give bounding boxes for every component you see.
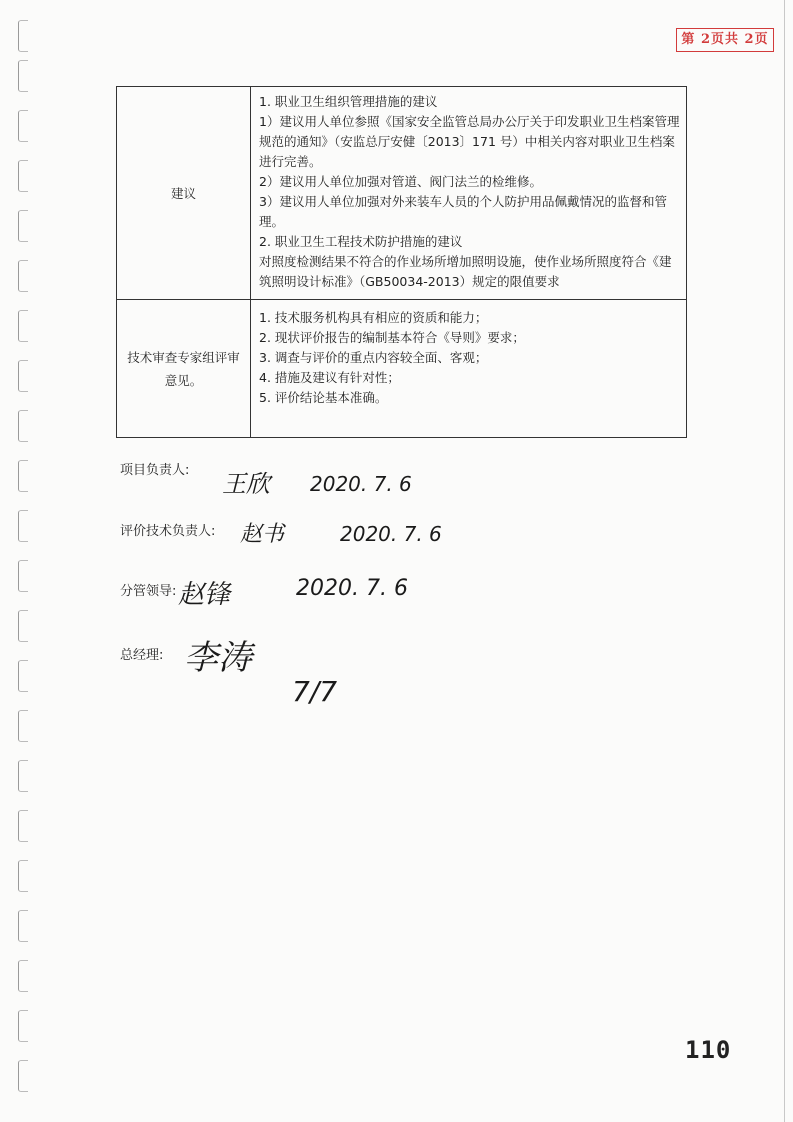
eval-tech-lead-signature: 赵书 [240,522,285,547]
row-label-expert-opinion: 技术审查专家组评审意见。 [117,300,251,438]
eval-tech-lead-date: 2020. 7. 6 [340,522,442,546]
project-lead-label: 项目负责人: [120,463,190,478]
project-lead-date: 2020. 7. 6 [310,472,412,496]
suggestion-line: 2. 职业卫生工程技术防护措施的建议 [259,234,463,249]
table-row [117,300,687,438]
suggestion-line: 对照度检测结果不符合的作业场所增加照明设施，使作业场所照度符合《建筑照明设计标准》（GB50034-2013）规定的限值要求 [259,254,672,289]
opinion-line: 2. 现状评价报告的编制基本符合《导则》要求； [259,330,525,345]
general-manager-label: 总经理: [120,648,164,663]
general-manager-date: 7/7 [292,675,338,708]
general-manager-signature: 李涛 [184,638,252,678]
suggestion-line: 3）建议用人单位加强对外来装车人员的个人防护用品佩戴情况的监督和管理。 [259,194,667,229]
suggestion-line: 1. 职业卫生组织管理措施的建议 [259,94,438,109]
binding-marks [18,0,38,1122]
suggestion-line: 1）建议用人单位参照《国家安全监管总局办公厅关于印发职业卫生档案管理规范的通知》（安监总厅安健〔2013〕171 号）中相关内容对职业卫生档案进行完善。 [259,114,680,169]
suggestions-content [251,87,687,300]
project-lead-signature: 王欣 [222,470,270,498]
review-table [116,86,687,438]
table-row [117,87,687,300]
page-number: 110 [685,1036,732,1064]
supervisor-label: 分管领导: [120,584,177,599]
supervisor-signature: 赵锋 [178,580,231,610]
opinion-line: 4. 措施及建议有针对性； [259,370,400,385]
expert-opinion-content [251,300,687,438]
opinion-line: 1. 技术服务机构具有相应的资质和能力； [259,310,488,325]
row-label-suggestions: 建议 [117,87,251,300]
supervisor-date: 2020. 7. 6 [296,576,408,601]
page-count-stamp: 第 2页共 2页 [676,28,774,52]
opinion-line: 5. 评价结论基本准确。 [259,390,388,405]
eval-tech-lead-label: 评价技术负责人: [120,524,216,539]
opinion-line: 3. 调查与评价的重点内容较全面、客观； [259,350,488,365]
page-edge [784,0,785,1122]
suggestion-line: 2）建议用人单位加强对管道、阀门法兰的检维修。 [259,174,542,189]
